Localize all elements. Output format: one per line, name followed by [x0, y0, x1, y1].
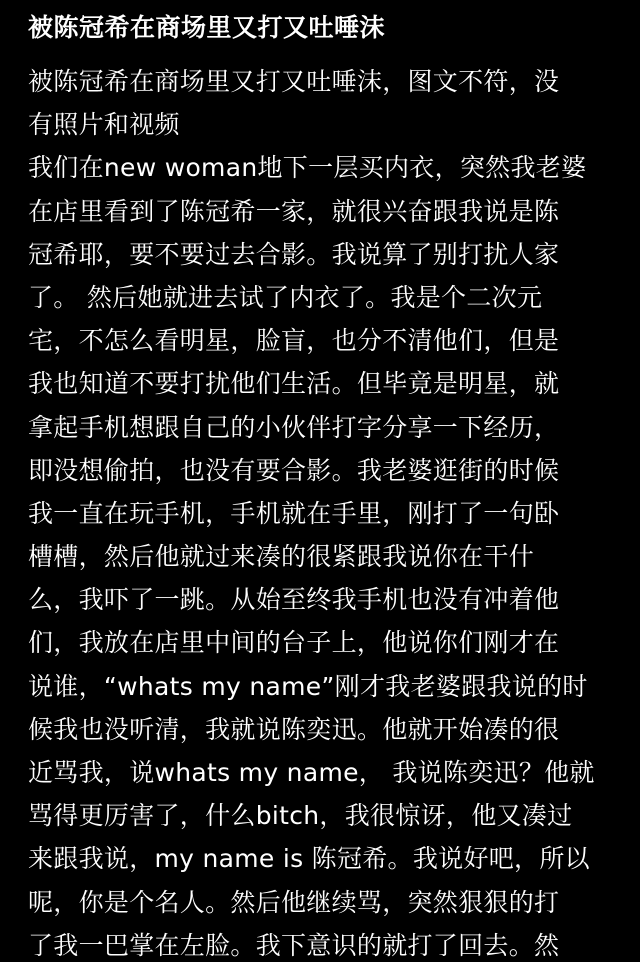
post-line: 近骂我，说whats my name， 我说陈奕迅？他就: [28, 758, 595, 787]
post-line: 骂得更厉害了，什么bitch，我很惊讶，他又凑过: [28, 801, 573, 831]
post-line: 候我也没听清，我就说陈奕迅。他就开始凑的很: [28, 714, 560, 744]
post-line: 了我一巴掌在左脸。我下意识的就打了回去。然: [28, 930, 560, 960]
post-line: 呢，你是个名人。然后他继续骂，突然狠狠的打: [28, 887, 560, 917]
post-line: 有照片和视频: [28, 110, 180, 140]
post-line: 了。 然后她就进去试了内衣了。我是个二次元: [28, 282, 543, 312]
post-line: 我也知道不要打扰他们生活。但毕竟是明星，就: [28, 369, 560, 399]
post-line: 被陈冠希在商场里又打又吐唾沫，图文不符，没: [28, 67, 560, 96]
post-line: 来跟我说，my name is 陈冠希。我说好吧，所以: [28, 844, 590, 874]
post-line: 们，我放在店里中间的台子上，他说你们刚才在: [28, 628, 560, 658]
post-line: 我一直在玩手机，手机就在手里，刚打了一句卧: [28, 498, 560, 528]
post-line: 槽槽，然后他就过来凑的很紧跟我说你在干什: [28, 542, 535, 572]
post-body: [28, 60, 628, 962]
post-line: 即没想偷拍，也没有要合影。我老婆逛街的时候: [28, 455, 560, 485]
post-line: 宅，不怎么看明星，脸盲，也分不清他们，但是: [28, 326, 560, 356]
post-title: 被陈冠希在商场里又打又吐唾沫: [28, 13, 386, 42]
post-line: 说谁，“whats my name”刚才我老婆跟我说的时: [28, 671, 588, 701]
post-line: 拿起手机想跟自己的小伙伴打字分享一下经历，: [28, 412, 560, 442]
post-line: 在店里看到了陈冠希一家，就很兴奋跟我说是陈: [28, 196, 560, 226]
post-line: 我们在new woman地下一层买内衣，突然我老婆: [28, 153, 587, 183]
post-line: 么，我吓了一跳。从始至终我手机也没有冲着他: [28, 585, 560, 615]
post-line: 冠希耶，要不要过去合影。我说算了别打扰人家: [28, 239, 560, 269]
